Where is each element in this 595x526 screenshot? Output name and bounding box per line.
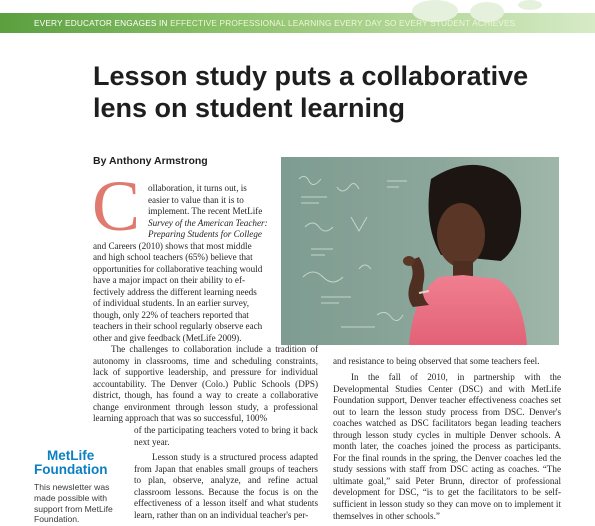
article-byline: By Anthony Armstrong [93,155,208,167]
text-line: and high school teachers (65%) believe that [93,252,253,262]
paragraph-fall-2010: In the fall of 2010, in partnership with the Developmental Studies Center (DSC) and with MetLife Foundation support, Denver teacher effectiveness coaches set out to learn the lesson study process from DSC. Denver's coaches watched as DSC facilitators began leading teachers through lesson study cycles in multiple Denver schools. A month later, the coaches joined the process as participants. For the final rounds in the spring, the Denver coaches led the study sessions with staff from DSC acting as coaches. “The ultimate goal,” said Peter Brunn, director of professional development for DSC, “is to get the facilitators to be self-sufficient in lesson study so they can move on to implement it themselves in other schools.” [333,372,561,521]
text-line: easier to value than it is to [148,194,244,205]
top-banner [0,0,595,46]
paragraph-lesson-study: Lesson study is a structured process adapted from Japan that enables small groups of teachers to plan, observe, analyze, and refine actual classroom lessons. Because the focus is on the effectiveness of a lesson itself and what students learn, rather than on an individual teacher's per- [134,452,318,520]
text-line: Survey of the American Teacher: [148,217,268,228]
text-line: and Careers (2010) shows that most middle [93,240,252,251]
paragraph-resistance: and resistance to being observed that some teachers feel. [333,356,540,366]
paragraph-challenges-tail: of the participating teachers voted to bring it back next year. [134,425,318,447]
student-at-chalkboard-photo [281,157,559,345]
text-line: fectively address the different learning needs [93,286,257,297]
metlife-logo-line1: MetLife [47,448,95,463]
banner-tagline [34,17,515,29]
banner-tagline-part1: EVERY EDUCATOR ENGAGES IN [34,18,171,28]
drop-cap: C [92,166,141,246]
paragraph-challenges: The challenges to collaboration include a tradition of autonomy in classrooms, time and scheduling constraints, lack of supportive leadership, and pressure for individual accountability. The Denver (Colo.) Public Schools (DPS) district, though, has found a way to create a collaborative change environment through lesson study, a professional learning approach that was so successful, 100% [93,344,318,424]
sponsor-note: This newsletter was made possible with support from MetLife Foundation. [34,482,113,525]
text-line: other and give feedback (MetLife 2009). [93,332,242,343]
text-line: teachers in their school regularly observe each [93,321,263,331]
banner-tagline-part2: EFFECTIVE PROFESSIONAL LEARNING EVERY DAY SO EVERY STUDENT ACHIEVES [170,18,516,28]
text-line: Preparing Students for College [148,229,262,239]
metlife-logo-line2: Foundation [34,462,108,477]
banner-decoration [518,0,542,10]
text-line: though, only 22% of teachers reported that [93,309,249,320]
text-line: ollaboration, it turns out, is [148,183,247,193]
text-line: opportunities for collaborative teaching would [93,263,263,274]
text-line: have a major impact on their ability to ef- [93,275,246,285]
text-line: implement. The recent MetLife [148,206,263,216]
text-line: of individual students. In an earlier survey, [93,298,250,308]
article-headline: Lesson study puts a collaborative lens on student learning [93,61,529,123]
